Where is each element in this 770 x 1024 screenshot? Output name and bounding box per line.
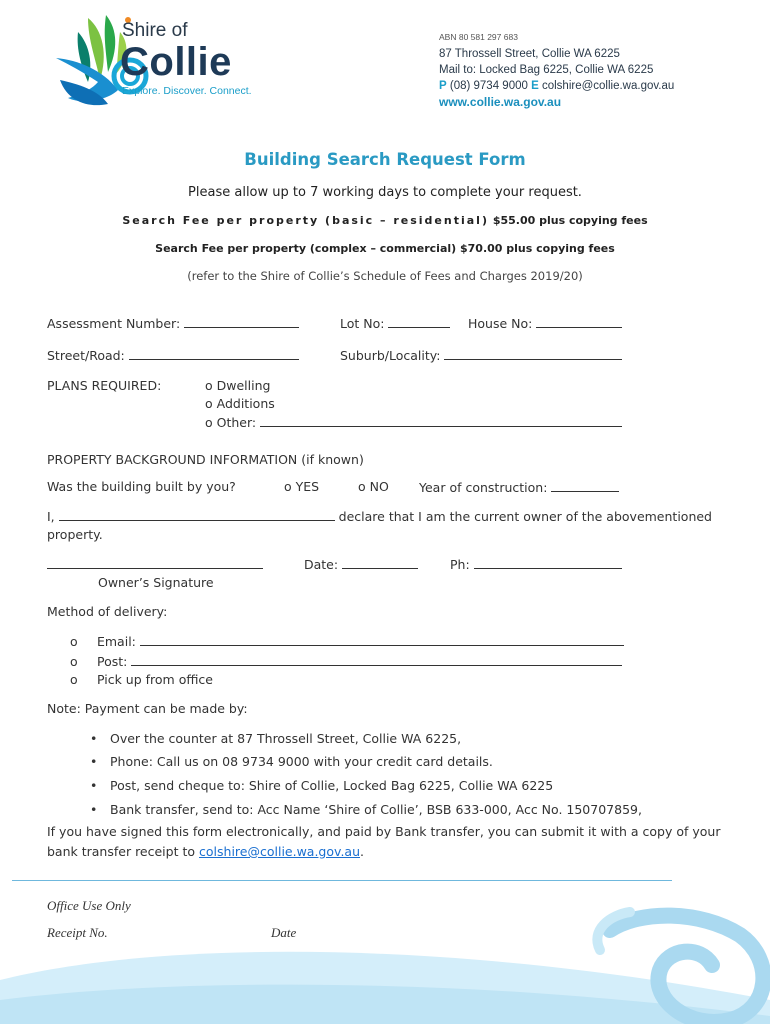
declaration-rest: that I am the current owner of the abovementioned <box>388 509 712 524</box>
electronic-note-suffix: . <box>360 844 364 859</box>
plans-other-input[interactable] <box>260 414 622 427</box>
payment-method-bank: • Bank transfer, send to: Acc Name ‘Shire of Collie’, BSB 633-000, Acc No. 150707859, <box>110 802 642 817</box>
suburb-input[interactable] <box>444 347 622 360</box>
declaration-prefix: I, <box>47 509 55 524</box>
delivery-post-label: Post: <box>96 654 128 669</box>
payment-method-post: • Post, send cheque to: Shire of Collie, Locked Bag 6225, Collie WA 6225 <box>110 778 553 793</box>
plans-other-label: o Other: <box>205 415 257 430</box>
phone-field-label: Ph: <box>450 557 470 572</box>
year-label: Year of construction: <box>419 480 548 495</box>
suburb-label: Suburb/Locality: <box>340 348 441 363</box>
suburb-field[interactable] <box>340 347 622 363</box>
date-input[interactable] <box>342 556 418 569</box>
phone-number: (08) 9734 9000 <box>449 80 528 92</box>
phone-email-line <box>439 78 674 94</box>
house-label: House No: <box>468 316 533 331</box>
signature-input-line[interactable] <box>47 556 263 572</box>
phone-input[interactable] <box>474 556 622 569</box>
lot-label: Lot No: <box>340 316 385 331</box>
electronic-note-prefix: bank transfer receipt to <box>47 844 196 859</box>
electronic-note-email-link[interactable]: colshire@collie.wa.gov.au <box>199 844 360 859</box>
fee-residential <box>0 214 770 227</box>
payment-method-phone: • Phone: Call us on 08 9734 9000 with your credit card details. <box>110 754 493 769</box>
footer-wave-graphic <box>0 890 770 1024</box>
assessment-field[interactable] <box>47 315 299 331</box>
plans-label: PLANS REQUIRED: <box>47 378 162 393</box>
logo-tagline: Explore. Discover. Connect. <box>122 85 252 97</box>
delivery-email-option[interactable] <box>70 633 624 649</box>
email-address[interactable]: colshire@collie.wa.gov.au <box>541 80 675 92</box>
email-label: E <box>531 80 539 92</box>
street-field[interactable] <box>47 347 299 363</box>
office-date-label: Date <box>271 925 297 940</box>
built-no-option[interactable]: o NO <box>358 479 389 494</box>
house-input[interactable] <box>536 315 622 328</box>
electronic-note-line2 <box>47 844 364 859</box>
address: 87 Throssell Street, Collie WA 6225 <box>439 48 620 60</box>
house-field[interactable] <box>468 315 622 331</box>
delivery-email-marker: o <box>70 634 78 649</box>
delivery-heading: Method of delivery: <box>47 604 168 619</box>
built-yes-option[interactable]: o YES <box>284 479 320 494</box>
delivery-post-input[interactable] <box>131 653 622 666</box>
lot-input[interactable] <box>388 315 450 328</box>
form-title: Building Search Request Form <box>244 150 526 169</box>
contact-block <box>439 32 674 110</box>
payment-method-counter: • Over the counter at 87 Throssell Street, Collie WA 6225, <box>110 731 461 746</box>
delivery-email-label: Email: <box>96 634 136 649</box>
delivery-email-input[interactable] <box>140 633 624 646</box>
date-label: Date: <box>304 557 339 572</box>
fee-residential-label: Search Fee per property (basic – residential) <box>122 214 489 227</box>
background-heading: PROPERTY BACKGROUND INFORMATION (if known) <box>47 452 364 467</box>
lot-field[interactable] <box>340 315 450 331</box>
declaration-declare: declare <box>338 509 385 524</box>
logo-line1: Shire of <box>122 20 188 41</box>
signature-input[interactable] <box>47 556 263 569</box>
fee-commercial: Search Fee per property (complex – commercial) $70.00 plus copying fees <box>155 242 615 255</box>
logo-line2: Collie <box>120 40 232 84</box>
declaration-line2: property. <box>47 527 103 542</box>
declarant-name-input[interactable] <box>59 508 335 521</box>
plans-option-additions[interactable]: o Additions <box>205 396 275 411</box>
website-link[interactable]: www.collie.wa.gov.au <box>439 95 562 109</box>
plans-option-other[interactable] <box>205 414 622 430</box>
delivery-post-option[interactable] <box>70 653 622 669</box>
year-field[interactable] <box>419 479 619 495</box>
street-input[interactable] <box>129 347 299 360</box>
mail-address: Mail to: Locked Bag 6225, Collie WA 6225 <box>439 64 654 76</box>
assessment-label: Assessment Number: <box>47 316 181 331</box>
delivery-pickup-marker: o <box>70 672 78 687</box>
office-use-heading: Office Use Only <box>47 898 131 913</box>
delivery-post-marker: o <box>70 654 78 669</box>
delivery-pickup-option[interactable] <box>70 672 213 687</box>
fee-residential-amount: $55.00 plus copying fees <box>492 214 648 227</box>
year-input[interactable] <box>551 479 619 492</box>
built-by-you-question: Was the building built by you? <box>47 479 236 494</box>
phone-label: P <box>439 80 447 92</box>
abn: ABN 80 581 297 683 <box>439 32 518 42</box>
signature-label: Owner’s Signature <box>98 575 214 590</box>
payment-heading: Note: Payment can be made by: <box>47 701 248 716</box>
office-divider <box>12 880 672 881</box>
intro-text: Please allow up to 7 working days to complete your request. <box>188 185 582 200</box>
plans-option-dwelling[interactable]: o Dwelling <box>205 378 271 393</box>
date-field[interactable] <box>304 556 418 572</box>
office-receipt-label: Receipt No. <box>47 925 108 940</box>
delivery-pickup-label: Pick up from office <box>96 672 213 687</box>
phone-field[interactable] <box>450 556 622 572</box>
electronic-note-line1: If you have signed this form electronically, and paid by Bank transfer, you can submit it with a copy of your <box>47 824 721 839</box>
assessment-input[interactable] <box>184 315 299 328</box>
fee-note: (refer to the Shire of Collie’s Schedule of Fees and Charges 2019/20) <box>187 269 583 283</box>
street-label: Street/Road: <box>47 348 125 363</box>
declaration-line <box>47 508 712 524</box>
